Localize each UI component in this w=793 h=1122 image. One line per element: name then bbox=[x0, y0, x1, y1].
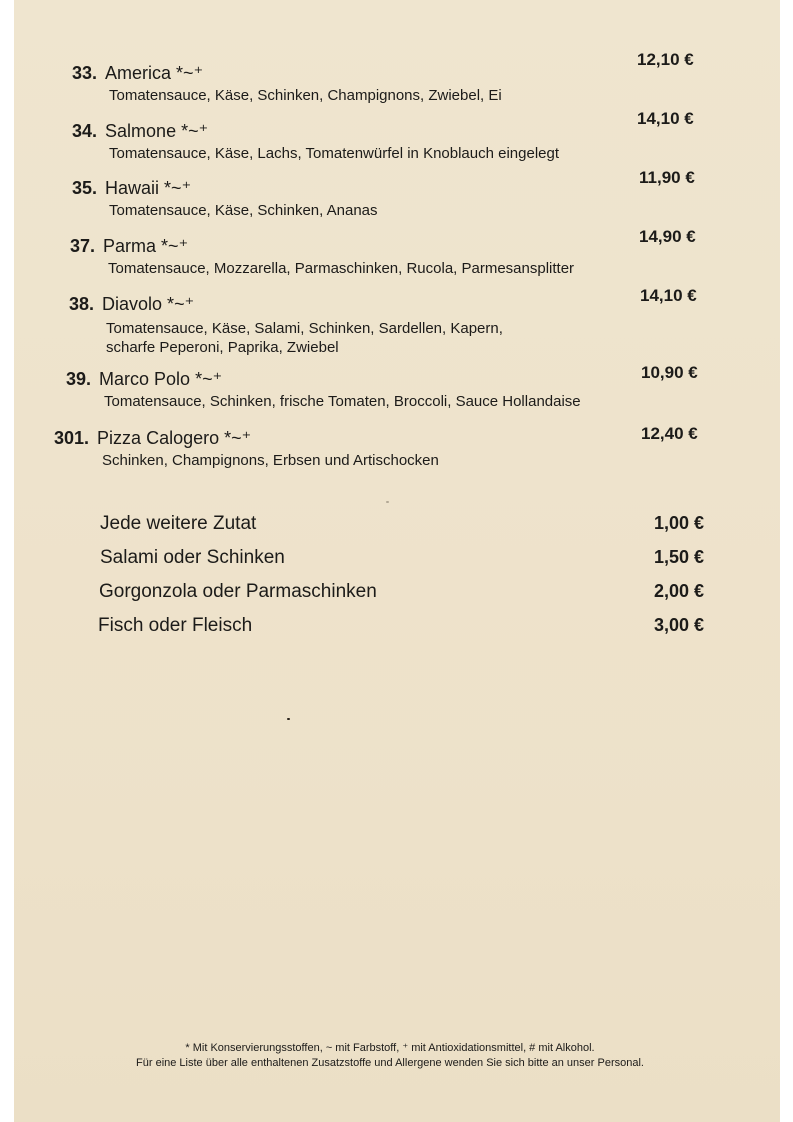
menu-item-39 bbox=[66, 368, 581, 411]
item-name: Hawaii *~⁺ bbox=[105, 178, 192, 198]
item-number: 38. bbox=[69, 294, 95, 314]
menu-item-34 bbox=[72, 120, 559, 163]
item-number: 37. bbox=[70, 236, 96, 256]
item-name: Marco Polo *~⁺ bbox=[99, 369, 223, 389]
extra-label: Salami oder Schinken bbox=[100, 547, 285, 568]
item-price-33: 12,10 € bbox=[637, 50, 694, 69]
extra-price: 2,00 € bbox=[654, 581, 705, 601]
footer-note bbox=[60, 1041, 720, 1071]
item-description: Schinken, Champignons, Erbsen und Artischocken bbox=[102, 452, 439, 469]
item-number: 34. bbox=[72, 121, 98, 141]
menu-item-301 bbox=[54, 427, 439, 470]
item-description: Tomatensauce, Käse, Schinken, Champignons, Zwiebel, Ei bbox=[109, 87, 502, 104]
menu-item-37 bbox=[70, 235, 574, 278]
item-description: Tomatensauce, Schinken, frische Tomaten, Broccoli, Sauce Hollandaise bbox=[104, 393, 581, 410]
item-price-301: 12,40 € bbox=[641, 424, 698, 443]
extra-price: 1,00 € bbox=[654, 513, 705, 533]
item-price-38: 14,10 € bbox=[640, 286, 697, 305]
item-name: America *~⁺ bbox=[105, 63, 204, 83]
item-number: 301. bbox=[54, 428, 90, 448]
item-name: Diavolo *~⁺ bbox=[102, 294, 195, 314]
item-number: 35. bbox=[72, 178, 98, 198]
item-description: Tomatensauce, Käse, Lachs, Tomatenwürfel in Knoblauch eingelegt bbox=[109, 145, 560, 162]
item-price-39: 10,90 € bbox=[641, 363, 698, 382]
item-name: Parma *~⁺ bbox=[103, 236, 189, 256]
menu-item-33 bbox=[72, 62, 502, 105]
item-price-37: 14,90 € bbox=[639, 227, 696, 246]
extra-label: Fisch oder Fleisch bbox=[98, 615, 253, 636]
item-description-continued: scharfe Peperoni, Paprika, Zwiebel bbox=[106, 339, 339, 356]
extra-price: 3,00 € bbox=[654, 615, 705, 635]
item-number: 33. bbox=[72, 63, 98, 83]
item-price-34: 14,10 € bbox=[637, 109, 694, 128]
menu-item-35 bbox=[72, 177, 378, 220]
footer-line-additives: * Mit Konservierungsstoffen, ~ mit Farbstoff, ⁺ mit Antioxidationsmittel, # mit Alkohol. bbox=[185, 1042, 595, 1054]
item-description: Tomatensauce, Mozzarella, Parmaschinken, Rucola, Parmesansplitter bbox=[108, 260, 575, 277]
item-price-35: 11,90 € bbox=[639, 168, 695, 187]
paper-speck bbox=[287, 718, 290, 720]
item-name: Salmone *~⁺ bbox=[105, 121, 209, 141]
extra-price: 1,50 € bbox=[654, 547, 705, 567]
item-description: Tomatensauce, Käse, Schinken, Ananas bbox=[109, 202, 378, 219]
footer-line-allergens: Für eine Liste über alle enthaltenen Zusatzstoffe und Allergene wenden Sie sich bitte an unser Personal. bbox=[136, 1057, 644, 1069]
menu-item-38 bbox=[69, 293, 503, 357]
paper-speck bbox=[386, 501, 389, 503]
item-description: Tomatensauce, Käse, Salami, Schinken, Sardellen, Kapern, bbox=[106, 320, 503, 337]
item-number: 39. bbox=[66, 369, 92, 389]
extra-label: Jede weitere Zutat bbox=[100, 513, 257, 534]
extra-label: Gorgonzola oder Parmaschinken bbox=[99, 581, 377, 602]
item-name: Pizza Calogero *~⁺ bbox=[97, 428, 252, 448]
